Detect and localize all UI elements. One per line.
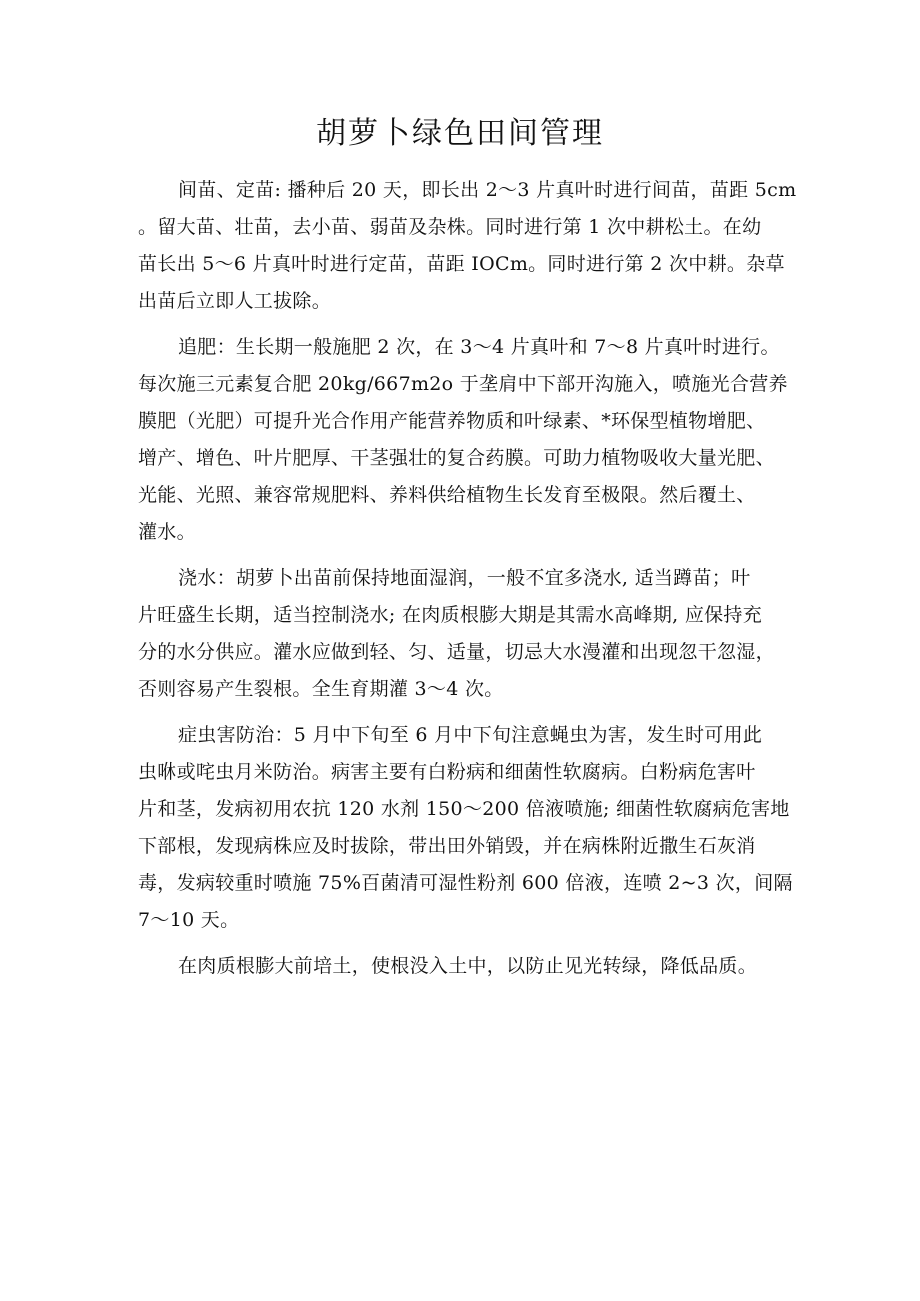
paragraph-line: 增产、增色、叶片肥厚、干茎强壮的复合药膜。可助力植物吸收大量光肥、 (138, 447, 775, 469)
paragraph-line: 否则容易产生裂根。全生育期灌 3～4 次。 (138, 678, 504, 700)
paragraph-line: 片和茎，发病初用农抗 120 水剂 150～200 倍液喷施; 细菌性软腐病危害地 (138, 798, 790, 820)
paragraph-line: 膜肥（光肥）可提升光合作用产能营养物质和叶绿素、*环保型植物增肥、 (138, 410, 766, 432)
paragraph-line: 下部根，发现病株应及时拔除，带出田外销毁，并在病株附近撒生石灰消 (138, 835, 756, 857)
document-body (138, 172, 798, 994)
paragraph-line: 浇水：胡萝卜出苗前保持地面湿润，一般不宜多浇水, 适当蹲苗；叶 (178, 567, 751, 589)
paragraph-line: 出苗后立即人工拔除。 (138, 290, 332, 312)
document-title: 胡萝卜绿色田间管理 (316, 116, 604, 151)
paragraph-line: 在肉质根膨大前培土，使根没入土中，以防止见光转绿，降低品质。 (178, 955, 758, 977)
paragraph-line: 间苗、定苗: 播种后 20 天，即长出 2～3 片真叶时进行间苗，苗距 5cm (178, 179, 797, 201)
paragraph-line: 光能、光照、兼容常规肥料、养料供给植物生长发育至极限。然后覆土、 (138, 484, 756, 506)
paragraph-line: 苗长出 5～6 片真叶时进行定苗，苗距 IOCm。同时进行第 2 次中耕。杂草 (138, 253, 785, 275)
paragraph-earthing-up (138, 948, 798, 985)
paragraph-watering (138, 560, 798, 708)
paragraph-line: 追肥：生长期一般施肥 2 次，在 3～4 片真叶和 7～8 片真叶时进行。 (178, 336, 780, 358)
paragraph-line: 灌水。 (138, 521, 196, 543)
paragraph-line: 虫咻或咤虫月米防治。病害主要有白粉病和细菌性软腐病。白粉病危害叶 (138, 761, 756, 783)
paragraph-line: 分的水分供应。灌水应做到轻、匀、适量，切忌大水漫灌和出现忽干忽湿， (138, 641, 775, 663)
paragraph-pest-control (138, 717, 798, 939)
paragraph-thinning (138, 172, 798, 320)
paragraph-line: 症虫害防治：5 月中下旬至 6 月中下旬注意蝇虫为害，发生时可用此 (178, 724, 763, 746)
paragraph-line: 每次施三元素复合肥 20kg/667m2o 于垄肩中下部开沟施入，喷施光合营养 (138, 373, 788, 395)
paragraph-line: 毒，发病较重时喷施 75%百菌清可湿性粉剂 600 倍液，连喷 2~3 次，间隔 (138, 872, 793, 894)
paragraph-line: 7～10 天。 (138, 909, 240, 931)
paragraph-line: 。留大苗、壮苗，去小苗、弱苗及杂株。同时进行第 1 次中耕松土。在幼 (138, 216, 762, 238)
paragraph-fertilizing (138, 329, 798, 551)
paragraph-line: 片旺盛生长期，适当控制浇水; 在肉质根膨大期是其需水高峰期, 应保持充 (138, 604, 763, 626)
